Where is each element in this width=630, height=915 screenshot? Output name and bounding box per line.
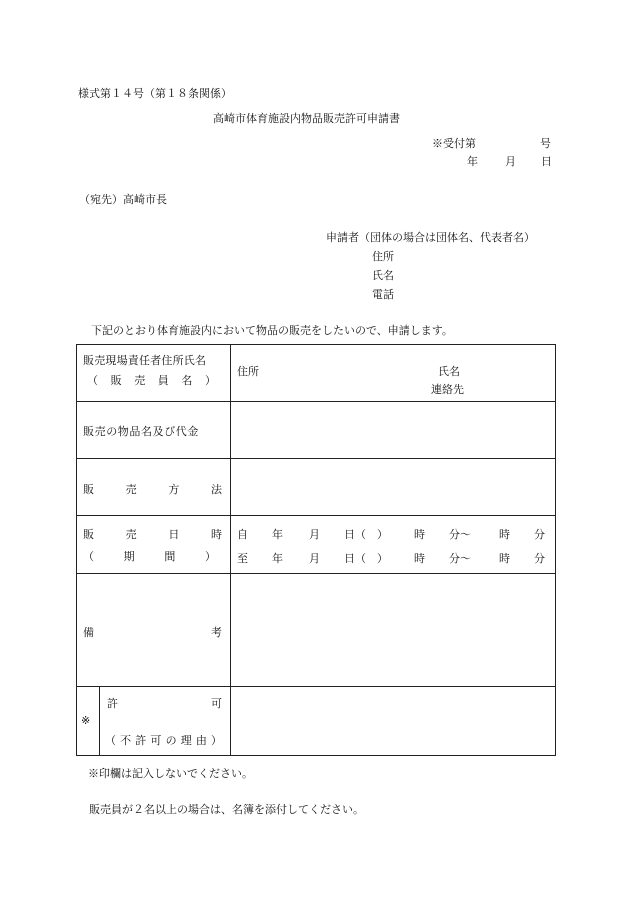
datetime-label-cell <box>77 516 231 574</box>
permission-row <box>77 687 556 756</box>
note-office-use: ※印欄は記入しないでください。 <box>88 767 253 780</box>
manager-row <box>77 345 556 402</box>
manager-address-label: 住所 <box>237 365 259 378</box>
goods-label-cell <box>77 402 231 459</box>
manager-contact-label: 連絡先 <box>431 383 464 396</box>
datetime-label-line1: 販 売 日 時 <box>83 528 222 541</box>
date-month-label: 月 <box>505 155 516 168</box>
note-attach-roster: 販売員が２名以上の場合は、名簿を添付してください。 <box>89 803 364 816</box>
form-number: 様式第１４号（第１８条関係） <box>78 87 232 100</box>
applicant-address-label: 住所 <box>372 250 394 263</box>
goods-row <box>77 402 556 459</box>
date-day-label: 日 <box>541 155 552 168</box>
permission-label-line1: 許 可 <box>107 697 222 710</box>
remarks-label: 備 考 <box>83 626 222 639</box>
goods-value-cell[interactable] <box>231 402 556 459</box>
permission-label-line2: （ 不 許 可 の 理 由 ） <box>105 734 222 747</box>
datetime-from-row: 自 年 月 日（ ） 時 分〜 時 分 <box>237 528 545 541</box>
applicant-name-label: 氏名 <box>372 269 394 282</box>
datetime-row <box>77 516 556 574</box>
receipt-number-label: ※受付第 <box>432 137 476 150</box>
intro-text: 下記のとおり体育施設内において物品の販売をしたいので、申請します。 <box>91 324 453 337</box>
manager-label-line1: 販売現場責任者住所氏名 <box>83 354 207 367</box>
manager-value-cell[interactable] <box>231 345 556 402</box>
method-label-cell <box>77 459 231 516</box>
remarks-value-cell[interactable] <box>231 574 556 687</box>
datetime-value-cell[interactable] <box>231 516 556 574</box>
datetime-to-row: 至 年 月 日（ ） 時 分〜 時 分 <box>237 552 545 565</box>
applicant-phone-label: 電話 <box>372 288 394 301</box>
remarks-row <box>77 574 556 687</box>
manager-label-line2: （ 販 売 員 名 ） <box>87 374 216 387</box>
permission-value-cell[interactable] <box>231 687 556 756</box>
permission-mark: ※ <box>81 714 91 727</box>
remarks-label-cell <box>77 574 231 687</box>
date-year-label: 年 <box>467 155 478 168</box>
datetime-label-line2: （ 期 間 ） <box>83 550 216 563</box>
manager-label-cell <box>77 345 231 402</box>
method-row <box>77 459 556 516</box>
application-table <box>76 344 556 756</box>
receipt-number-suffix: 号 <box>540 137 551 150</box>
applicant-label: 申請者（団体の場合は団体名、代表者名） <box>326 231 535 244</box>
method-label: 販 売 方 法 <box>83 483 222 496</box>
addressee: （宛先）高崎市長 <box>79 193 167 206</box>
method-value-cell[interactable] <box>231 459 556 516</box>
permission-label-cell <box>77 687 231 756</box>
manager-name-label: 氏名 <box>438 365 460 378</box>
goods-label: 販売の物品名及び代金 <box>83 425 199 438</box>
document-title: 高崎市体育施設内物品販売許可申請書 <box>213 112 400 125</box>
